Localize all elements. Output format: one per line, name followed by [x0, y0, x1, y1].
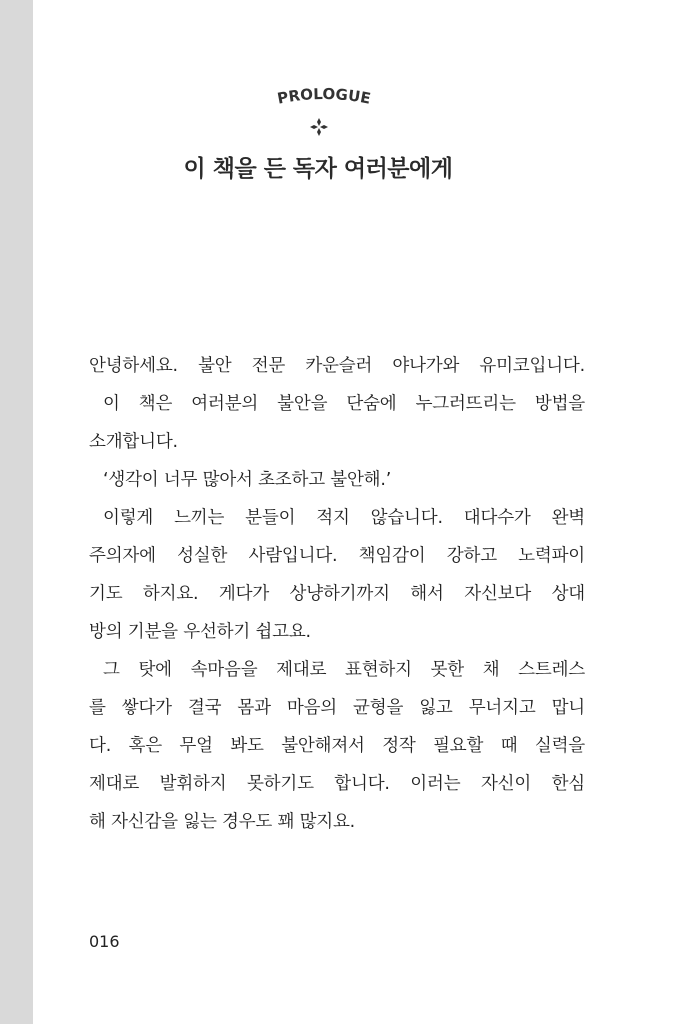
page-number: 016	[89, 932, 120, 951]
svg-text:PROLOGUE	[276, 85, 372, 108]
body-line: 기도 하지요. 게다가 상냥하기까지 해서 자신보다 상대	[89, 584, 585, 604]
body-line: 그 탓에 속마음을 제대로 표현하지 못한 채 스트레스	[103, 660, 585, 680]
page-title: 이 책을 든 독자 여러분에게	[183, 156, 453, 182]
diamond-ornament-icon	[309, 117, 329, 137]
body-line: 방의 기분을 우선하기 쉽고요.	[89, 622, 311, 642]
body-line: 를 쌓다가 결국 몸과 마음의 균형을 잃고 무너지고 맙니	[89, 698, 585, 718]
section-label	[254, 82, 394, 112]
page-spine-margin	[0, 0, 33, 1024]
section-label-text: PROLOGUE	[275, 84, 373, 108]
section-label-arc	[254, 82, 394, 112]
book-page	[33, 0, 697, 1024]
body-line: ‘생각이 너무 많아서 초조하고 불안해.’	[103, 470, 392, 490]
body-line: 해 자신감을 잃는 경우도 꽤 많지요.	[89, 812, 356, 832]
body-line: 주의자에 성실한 사람입니다. 책임감이 강하고 노력파이	[89, 546, 585, 566]
body-line: 이렇게 느끼는 분들이 적지 않습니다. 대다수가 완벽	[103, 508, 585, 528]
body-line: 다. 혹은 무얼 봐도 불안해져서 정작 필요할 때 실력을	[89, 736, 585, 756]
body-line: 소개합니다.	[89, 432, 178, 452]
body-line: 제대로 발휘하지 못하기도 합니다. 이러는 자신이 한심	[89, 774, 585, 794]
body-line: 이 책은 여러분의 불안을 단숨에 누그러뜨리는 방법을	[103, 394, 585, 414]
body-paragraphs	[89, 347, 585, 841]
body-line: 안녕하세요. 불안 전문 카운슬러 야나가와 유미코입니다.	[89, 356, 585, 376]
